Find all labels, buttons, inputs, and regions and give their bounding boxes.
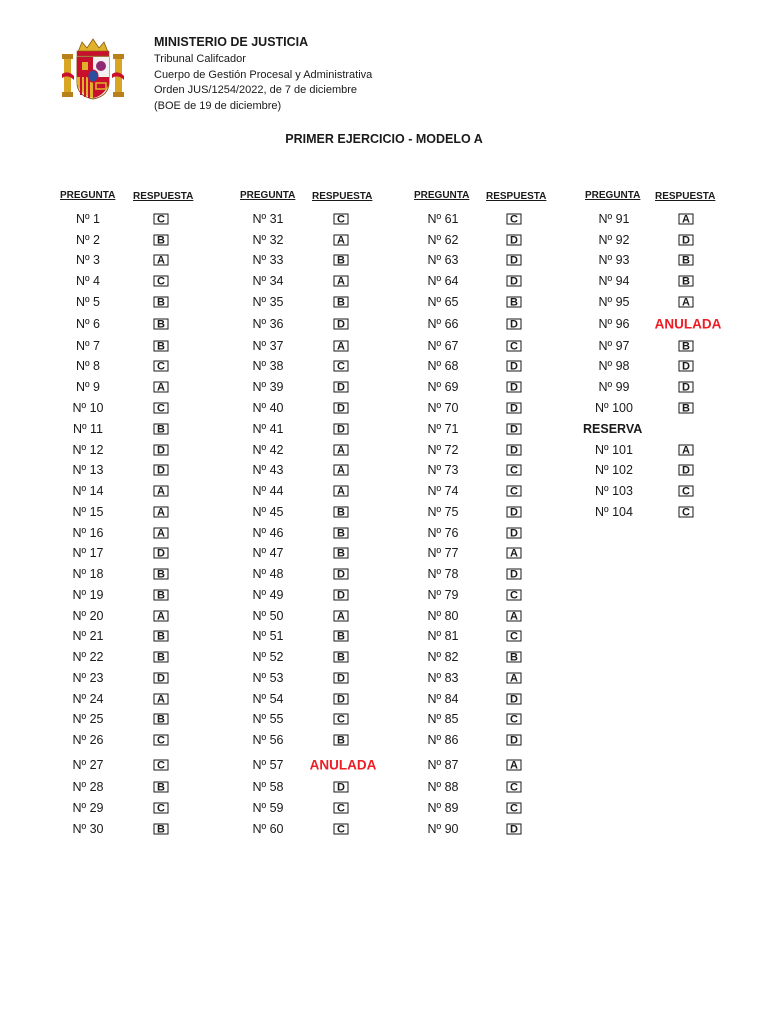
answer-box: C bbox=[507, 631, 522, 642]
answer-box: A bbox=[154, 694, 169, 705]
question-number: Nº 95 bbox=[598, 295, 630, 309]
question-number: Nº 80 bbox=[427, 609, 459, 623]
question-number: Nº 22 bbox=[72, 650, 104, 664]
column-header-answer: RESPUESTA bbox=[133, 191, 194, 202]
answer-box: B bbox=[679, 403, 694, 414]
answer-box: D bbox=[507, 424, 522, 435]
header-line-orden: Orden JUS/1254/2022, de 7 de diciembre bbox=[154, 84, 358, 96]
answer-box: C bbox=[154, 214, 169, 225]
question-number: Nº 34 bbox=[252, 274, 284, 288]
answer-box: D bbox=[334, 424, 349, 435]
question-number: Nº 32 bbox=[252, 233, 284, 247]
question-number: Nº 24 bbox=[72, 692, 104, 706]
answer-box: C bbox=[334, 714, 349, 725]
question-number: Nº 13 bbox=[72, 463, 104, 477]
answer-box: D bbox=[154, 465, 169, 476]
question-number: Nº 27 bbox=[72, 758, 104, 772]
answer-box: D bbox=[334, 319, 349, 330]
question-number: Nº 62 bbox=[427, 233, 459, 247]
question-number: Nº 36 bbox=[252, 317, 284, 331]
answer-box: C bbox=[154, 403, 169, 414]
question-number: Nº 48 bbox=[252, 567, 284, 581]
answer-box: B bbox=[154, 424, 169, 435]
question-number: Nº 67 bbox=[427, 339, 459, 353]
question-number: Nº 46 bbox=[252, 526, 284, 540]
question-number: Nº 37 bbox=[252, 339, 284, 353]
question-number: Nº 83 bbox=[427, 671, 459, 685]
column-header-question: PREGUNTA bbox=[414, 190, 470, 201]
answer-box: D bbox=[507, 445, 522, 456]
question-number: Nº 14 bbox=[72, 484, 104, 498]
question-number: Nº 89 bbox=[427, 801, 459, 815]
answer-box: D bbox=[679, 361, 694, 372]
question-number: Nº 19 bbox=[72, 588, 104, 602]
question-number: Nº 103 bbox=[595, 484, 633, 498]
answer-box: A bbox=[334, 341, 349, 352]
question-number: Nº 87 bbox=[427, 758, 459, 772]
answer-box: D bbox=[507, 569, 522, 580]
question-number: Nº 42 bbox=[252, 443, 284, 457]
answer-box: C bbox=[507, 341, 522, 352]
question-number: Nº 52 bbox=[252, 650, 284, 664]
answer-box: C bbox=[507, 714, 522, 725]
question-number: Nº 59 bbox=[252, 801, 284, 815]
answer-box: D bbox=[334, 403, 349, 414]
answer-box: B bbox=[679, 341, 694, 352]
answer-box: B bbox=[679, 276, 694, 287]
question-number: Nº 63 bbox=[427, 253, 459, 267]
answer-box: D bbox=[507, 361, 522, 372]
answer-box: A bbox=[154, 507, 169, 518]
answer-box: B bbox=[334, 735, 349, 746]
question-number: Nº 58 bbox=[252, 780, 284, 794]
answer-box: B bbox=[507, 297, 522, 308]
question-number: Nº 16 bbox=[72, 526, 104, 540]
answer-box: C bbox=[154, 803, 169, 814]
header-line-cuerpo: Cuerpo de Gestión Procesal y Administrativa bbox=[154, 68, 373, 81]
answer-box: B bbox=[334, 255, 349, 266]
question-number: Nº 28 bbox=[72, 780, 104, 794]
question-number: Nº 57 bbox=[252, 758, 284, 772]
answer-box: C bbox=[679, 486, 694, 497]
question-number: Nº 8 bbox=[75, 359, 101, 373]
answer-box: B bbox=[154, 569, 169, 580]
question-number: Nº 88 bbox=[427, 780, 459, 794]
question-number: Nº 17 bbox=[72, 546, 104, 560]
question-number: Nº 98 bbox=[598, 359, 630, 373]
question-number: Nº 15 bbox=[72, 505, 104, 519]
answer-box: B bbox=[154, 341, 169, 352]
answer-box: A bbox=[334, 611, 349, 622]
annulled-label: ANULADA bbox=[654, 316, 722, 332]
answer-box: C bbox=[154, 760, 169, 771]
answer-box: B bbox=[154, 319, 169, 330]
question-number: Nº 5 bbox=[75, 295, 101, 309]
question-number: Nº 2 bbox=[75, 233, 101, 247]
question-number: Nº 104 bbox=[595, 505, 633, 519]
question-number: Nº 26 bbox=[72, 733, 104, 747]
question-number: Nº 97 bbox=[598, 339, 630, 353]
answer-box: A bbox=[334, 486, 349, 497]
answer-box: A bbox=[679, 214, 694, 225]
answer-box: D bbox=[507, 694, 522, 705]
answer-box: B bbox=[154, 824, 169, 835]
question-number: Nº 55 bbox=[252, 712, 284, 726]
question-number: Nº 54 bbox=[252, 692, 284, 706]
question-number: Nº 99 bbox=[598, 380, 630, 394]
question-number: Nº 94 bbox=[598, 274, 630, 288]
question-number: Nº 75 bbox=[427, 505, 459, 519]
question-number: Nº 51 bbox=[252, 629, 284, 643]
answer-box: C bbox=[507, 803, 522, 814]
question-number: Nº 45 bbox=[252, 505, 284, 519]
question-number: Nº 4 bbox=[75, 274, 101, 288]
answer-box: B bbox=[334, 528, 349, 539]
question-number: Nº 53 bbox=[252, 671, 284, 685]
exam-title: PRIMER EJERCICIO - MODELO A bbox=[285, 132, 483, 146]
question-number: Nº 85 bbox=[427, 712, 459, 726]
question-number: Nº 68 bbox=[427, 359, 459, 373]
question-number: Nº 12 bbox=[72, 443, 104, 457]
question-number: Nº 35 bbox=[252, 295, 284, 309]
question-number: Nº 31 bbox=[252, 212, 284, 226]
column-header-question: PREGUNTA bbox=[585, 190, 641, 201]
answer-box: C bbox=[507, 782, 522, 793]
header-line-tribunal: Tribunal Califcador bbox=[154, 53, 246, 65]
answer-box: A bbox=[154, 255, 169, 266]
question-number: Nº 61 bbox=[427, 212, 459, 226]
answer-box: D bbox=[334, 569, 349, 580]
answer-box: B bbox=[334, 652, 349, 663]
question-number: Nº 69 bbox=[427, 380, 459, 394]
ministry-name: MINISTERIO DE JUSTICIA bbox=[154, 35, 309, 49]
answer-box: B bbox=[154, 652, 169, 663]
answer-box: B bbox=[334, 631, 349, 642]
question-number: Nº 23 bbox=[72, 671, 104, 685]
answer-box: A bbox=[154, 528, 169, 539]
question-number: Nº 93 bbox=[598, 253, 630, 267]
question-number: Nº 49 bbox=[252, 588, 284, 602]
question-number: Nº 65 bbox=[427, 295, 459, 309]
document-header bbox=[60, 34, 460, 124]
answer-box: D bbox=[679, 465, 694, 476]
question-number: Nº 78 bbox=[427, 567, 459, 581]
coat-of-arms-icon bbox=[60, 36, 126, 102]
answer-box: C bbox=[334, 824, 349, 835]
answer-box: B bbox=[154, 631, 169, 642]
answer-box: C bbox=[154, 735, 169, 746]
question-number: Nº 66 bbox=[427, 317, 459, 331]
answer-box: C bbox=[507, 590, 522, 601]
answer-box: A bbox=[154, 486, 169, 497]
answer-box: D bbox=[679, 235, 694, 246]
answer-box: B bbox=[334, 297, 349, 308]
answer-box: D bbox=[507, 824, 522, 835]
answer-box: A bbox=[507, 673, 522, 684]
answer-box: B bbox=[507, 652, 522, 663]
question-number: Nº 60 bbox=[252, 822, 284, 836]
answer-box: B bbox=[154, 235, 169, 246]
answer-box: C bbox=[507, 214, 522, 225]
answer-box: A bbox=[334, 465, 349, 476]
answer-box: B bbox=[334, 507, 349, 518]
question-number: Nº 7 bbox=[75, 339, 101, 353]
answer-box: C bbox=[334, 803, 349, 814]
question-number: Nº 10 bbox=[72, 401, 104, 415]
question-number: Nº 100 bbox=[595, 401, 633, 415]
question-number: Nº 102 bbox=[595, 463, 633, 477]
question-number: Nº 33 bbox=[252, 253, 284, 267]
answer-box: B bbox=[679, 255, 694, 266]
question-number: Nº 21 bbox=[72, 629, 104, 643]
question-number: Nº 91 bbox=[598, 212, 630, 226]
question-number: Nº 82 bbox=[427, 650, 459, 664]
question-number: Nº 96 bbox=[598, 317, 630, 331]
question-number: Nº 71 bbox=[427, 422, 459, 436]
answer-box: A bbox=[334, 235, 349, 246]
answer-box: C bbox=[507, 486, 522, 497]
question-number: Nº 64 bbox=[427, 274, 459, 288]
question-number: Nº 25 bbox=[72, 712, 104, 726]
answer-box: B bbox=[154, 590, 169, 601]
question-number: Nº 20 bbox=[72, 609, 104, 623]
answer-box: A bbox=[507, 760, 522, 771]
question-number: Nº 56 bbox=[252, 733, 284, 747]
answer-box: D bbox=[154, 548, 169, 559]
question-number: Nº 38 bbox=[252, 359, 284, 373]
answer-box: D bbox=[507, 735, 522, 746]
column-header-question: PREGUNTA bbox=[60, 190, 116, 201]
question-number: Nº 6 bbox=[75, 317, 101, 331]
question-number: Nº 39 bbox=[252, 380, 284, 394]
question-number: Nº 11 bbox=[72, 422, 104, 436]
question-number: Nº 40 bbox=[252, 401, 284, 415]
question-number: Nº 70 bbox=[427, 401, 459, 415]
answer-box: C bbox=[334, 214, 349, 225]
answer-box: D bbox=[679, 382, 694, 393]
answer-box: A bbox=[334, 276, 349, 287]
answer-box: A bbox=[507, 548, 522, 559]
question-number: Nº 50 bbox=[252, 609, 284, 623]
answer-box: D bbox=[334, 382, 349, 393]
answer-box: B bbox=[154, 782, 169, 793]
answer-box: C bbox=[679, 507, 694, 518]
answer-box: C bbox=[154, 361, 169, 372]
answer-box: D bbox=[507, 319, 522, 330]
question-number: Nº 77 bbox=[427, 546, 459, 560]
question-number: Nº 73 bbox=[427, 463, 459, 477]
question-number: Nº 90 bbox=[427, 822, 459, 836]
reserve-label: RESERVA bbox=[583, 422, 643, 436]
question-number: Nº 79 bbox=[427, 588, 459, 602]
answer-box: A bbox=[154, 611, 169, 622]
question-number: Nº 72 bbox=[427, 443, 459, 457]
column-header-question: PREGUNTA bbox=[240, 190, 296, 201]
column-header-answer: RESPUESTA bbox=[486, 191, 547, 202]
answer-box: D bbox=[334, 673, 349, 684]
answer-box: D bbox=[507, 507, 522, 518]
column-header-answer: RESPUESTA bbox=[312, 191, 373, 202]
answer-box: D bbox=[334, 782, 349, 793]
column-header-answer: RESPUESTA bbox=[655, 191, 716, 202]
answer-box: C bbox=[334, 361, 349, 372]
question-number: Nº 47 bbox=[252, 546, 284, 560]
answer-box: A bbox=[679, 445, 694, 456]
question-number: Nº 74 bbox=[427, 484, 459, 498]
answer-box: D bbox=[507, 382, 522, 393]
header-line-boe: (BOE de 19 de diciembre) bbox=[154, 99, 282, 112]
question-number: Nº 41 bbox=[252, 422, 284, 436]
answer-box: D bbox=[507, 403, 522, 414]
answer-box: C bbox=[507, 465, 522, 476]
answer-box: D bbox=[507, 255, 522, 266]
question-number: Nº 76 bbox=[427, 526, 459, 540]
answer-box: B bbox=[154, 297, 169, 308]
question-number: Nº 44 bbox=[252, 484, 284, 498]
answer-box: D bbox=[507, 276, 522, 287]
question-number: Nº 9 bbox=[75, 380, 101, 394]
annulled-label: ANULADA bbox=[309, 757, 377, 773]
question-number: Nº 3 bbox=[75, 253, 101, 267]
answer-box: C bbox=[154, 276, 169, 287]
answer-box: B bbox=[334, 548, 349, 559]
question-number: Nº 29 bbox=[72, 801, 104, 815]
answer-box: D bbox=[154, 445, 169, 456]
answer-box: A bbox=[679, 297, 694, 308]
answer-box: B bbox=[154, 714, 169, 725]
header-text bbox=[154, 34, 372, 114]
question-number: Nº 43 bbox=[252, 463, 284, 477]
question-number: Nº 1 bbox=[75, 212, 101, 226]
question-number: Nº 92 bbox=[598, 233, 630, 247]
question-number: Nº 30 bbox=[72, 822, 104, 836]
question-number: Nº 86 bbox=[427, 733, 459, 747]
answer-box: D bbox=[334, 694, 349, 705]
question-number: Nº 81 bbox=[427, 629, 459, 643]
answer-box: A bbox=[154, 382, 169, 393]
answer-box: D bbox=[507, 528, 522, 539]
question-number: Nº 18 bbox=[72, 567, 104, 581]
answer-box: A bbox=[334, 445, 349, 456]
question-number: Nº 84 bbox=[427, 692, 459, 706]
answer-box: D bbox=[507, 235, 522, 246]
question-number: Nº 101 bbox=[595, 443, 633, 457]
answer-box: D bbox=[334, 590, 349, 601]
answer-box: D bbox=[154, 673, 169, 684]
answer-box: A bbox=[507, 611, 522, 622]
